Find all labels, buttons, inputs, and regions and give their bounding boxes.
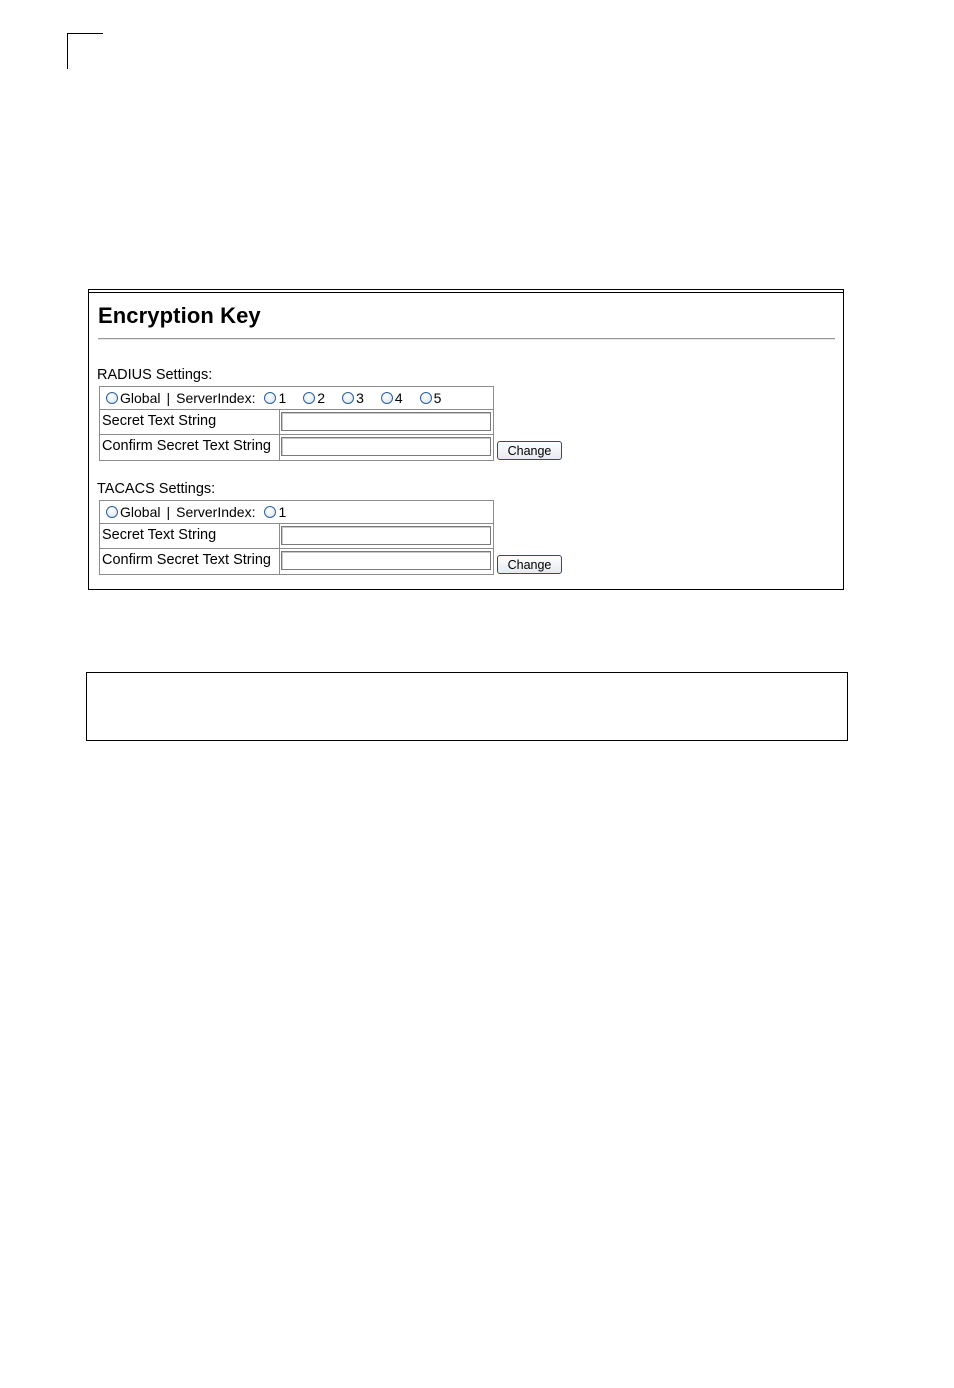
radius-server-select-row [100,387,493,410]
radius-index-option-5[interactable] [420,390,442,406]
tacacs-separator: | [166,504,171,520]
radius-index-option-4[interactable] [381,390,403,406]
radius-settings-table [99,386,494,461]
tacacs-index-label-1: 1 [278,504,287,520]
tacacs-index-option-1[interactable] [264,504,286,520]
radius-index-radio-5[interactable] [420,392,432,404]
tacacs-confirm-divider [279,549,280,574]
corner-crop-mark-vertical [67,33,68,69]
radius-confirm-input[interactable] [281,437,491,456]
page-title: Encryption Key [98,303,261,328]
tacacs-secret-input[interactable] [281,526,491,545]
radius-index-radio-1[interactable] [264,392,276,404]
tacacs-confirm-input[interactable] [281,551,491,570]
radius-secret-row [100,410,493,435]
radius-secret-divider [279,410,280,434]
tacacs-server-index-label: ServerIndex: [176,504,256,520]
tacacs-global-label: Global [120,504,161,520]
tacacs-secret-label: Secret Text String [102,527,217,543]
radius-confirm-divider [279,435,280,460]
radius-server-index-label: ServerIndex: [176,390,256,406]
tacacs-settings-table [99,500,494,575]
tacacs-change-button[interactable]: Change [497,555,562,574]
radius-index-option-1[interactable] [264,390,286,406]
tacacs-server-select-row [100,501,493,524]
radius-index-radio-4[interactable] [381,392,393,404]
radius-server-options [106,390,441,406]
radius-settings-label: RADIUS Settings: [97,367,213,383]
radius-separator: | [166,390,171,406]
radius-index-option-3[interactable] [342,390,364,406]
encryption-key-panel [88,289,844,590]
radius-change-button[interactable]: Change [497,441,562,460]
radius-confirm-label: Confirm Secret Text String [102,438,271,454]
radius-confirm-row [100,435,493,460]
tacacs-global-radio[interactable] [106,506,118,518]
tacacs-confirm-label: Confirm Secret Text String [102,552,271,568]
title-divider [98,338,835,340]
radius-index-label-2: 2 [317,390,326,406]
radius-global-label: Global [120,390,161,406]
empty-note-box [86,672,848,741]
radius-index-label-3: 3 [356,390,364,406]
radius-index-radio-3[interactable] [342,392,354,404]
radius-index-label-5: 5 [433,390,442,406]
tacacs-index-radio-1[interactable] [264,506,276,518]
radius-index-option-2[interactable] [303,390,325,406]
tacacs-server-options [106,504,286,520]
tacacs-secret-row [100,524,493,549]
corner-crop-mark-horizontal [67,33,103,34]
tacacs-settings-label: TACACS Settings: [97,481,216,497]
tacacs-confirm-row [100,549,493,574]
tacacs-secret-divider [279,524,280,548]
radius-global-radio[interactable] [106,392,118,404]
radius-index-label-4: 4 [394,390,403,406]
radius-index-label-1: 1 [278,390,287,406]
radius-index-radio-2[interactable] [303,392,315,404]
radius-secret-input[interactable] [281,412,491,431]
radius-secret-label: Secret Text String [102,413,217,429]
